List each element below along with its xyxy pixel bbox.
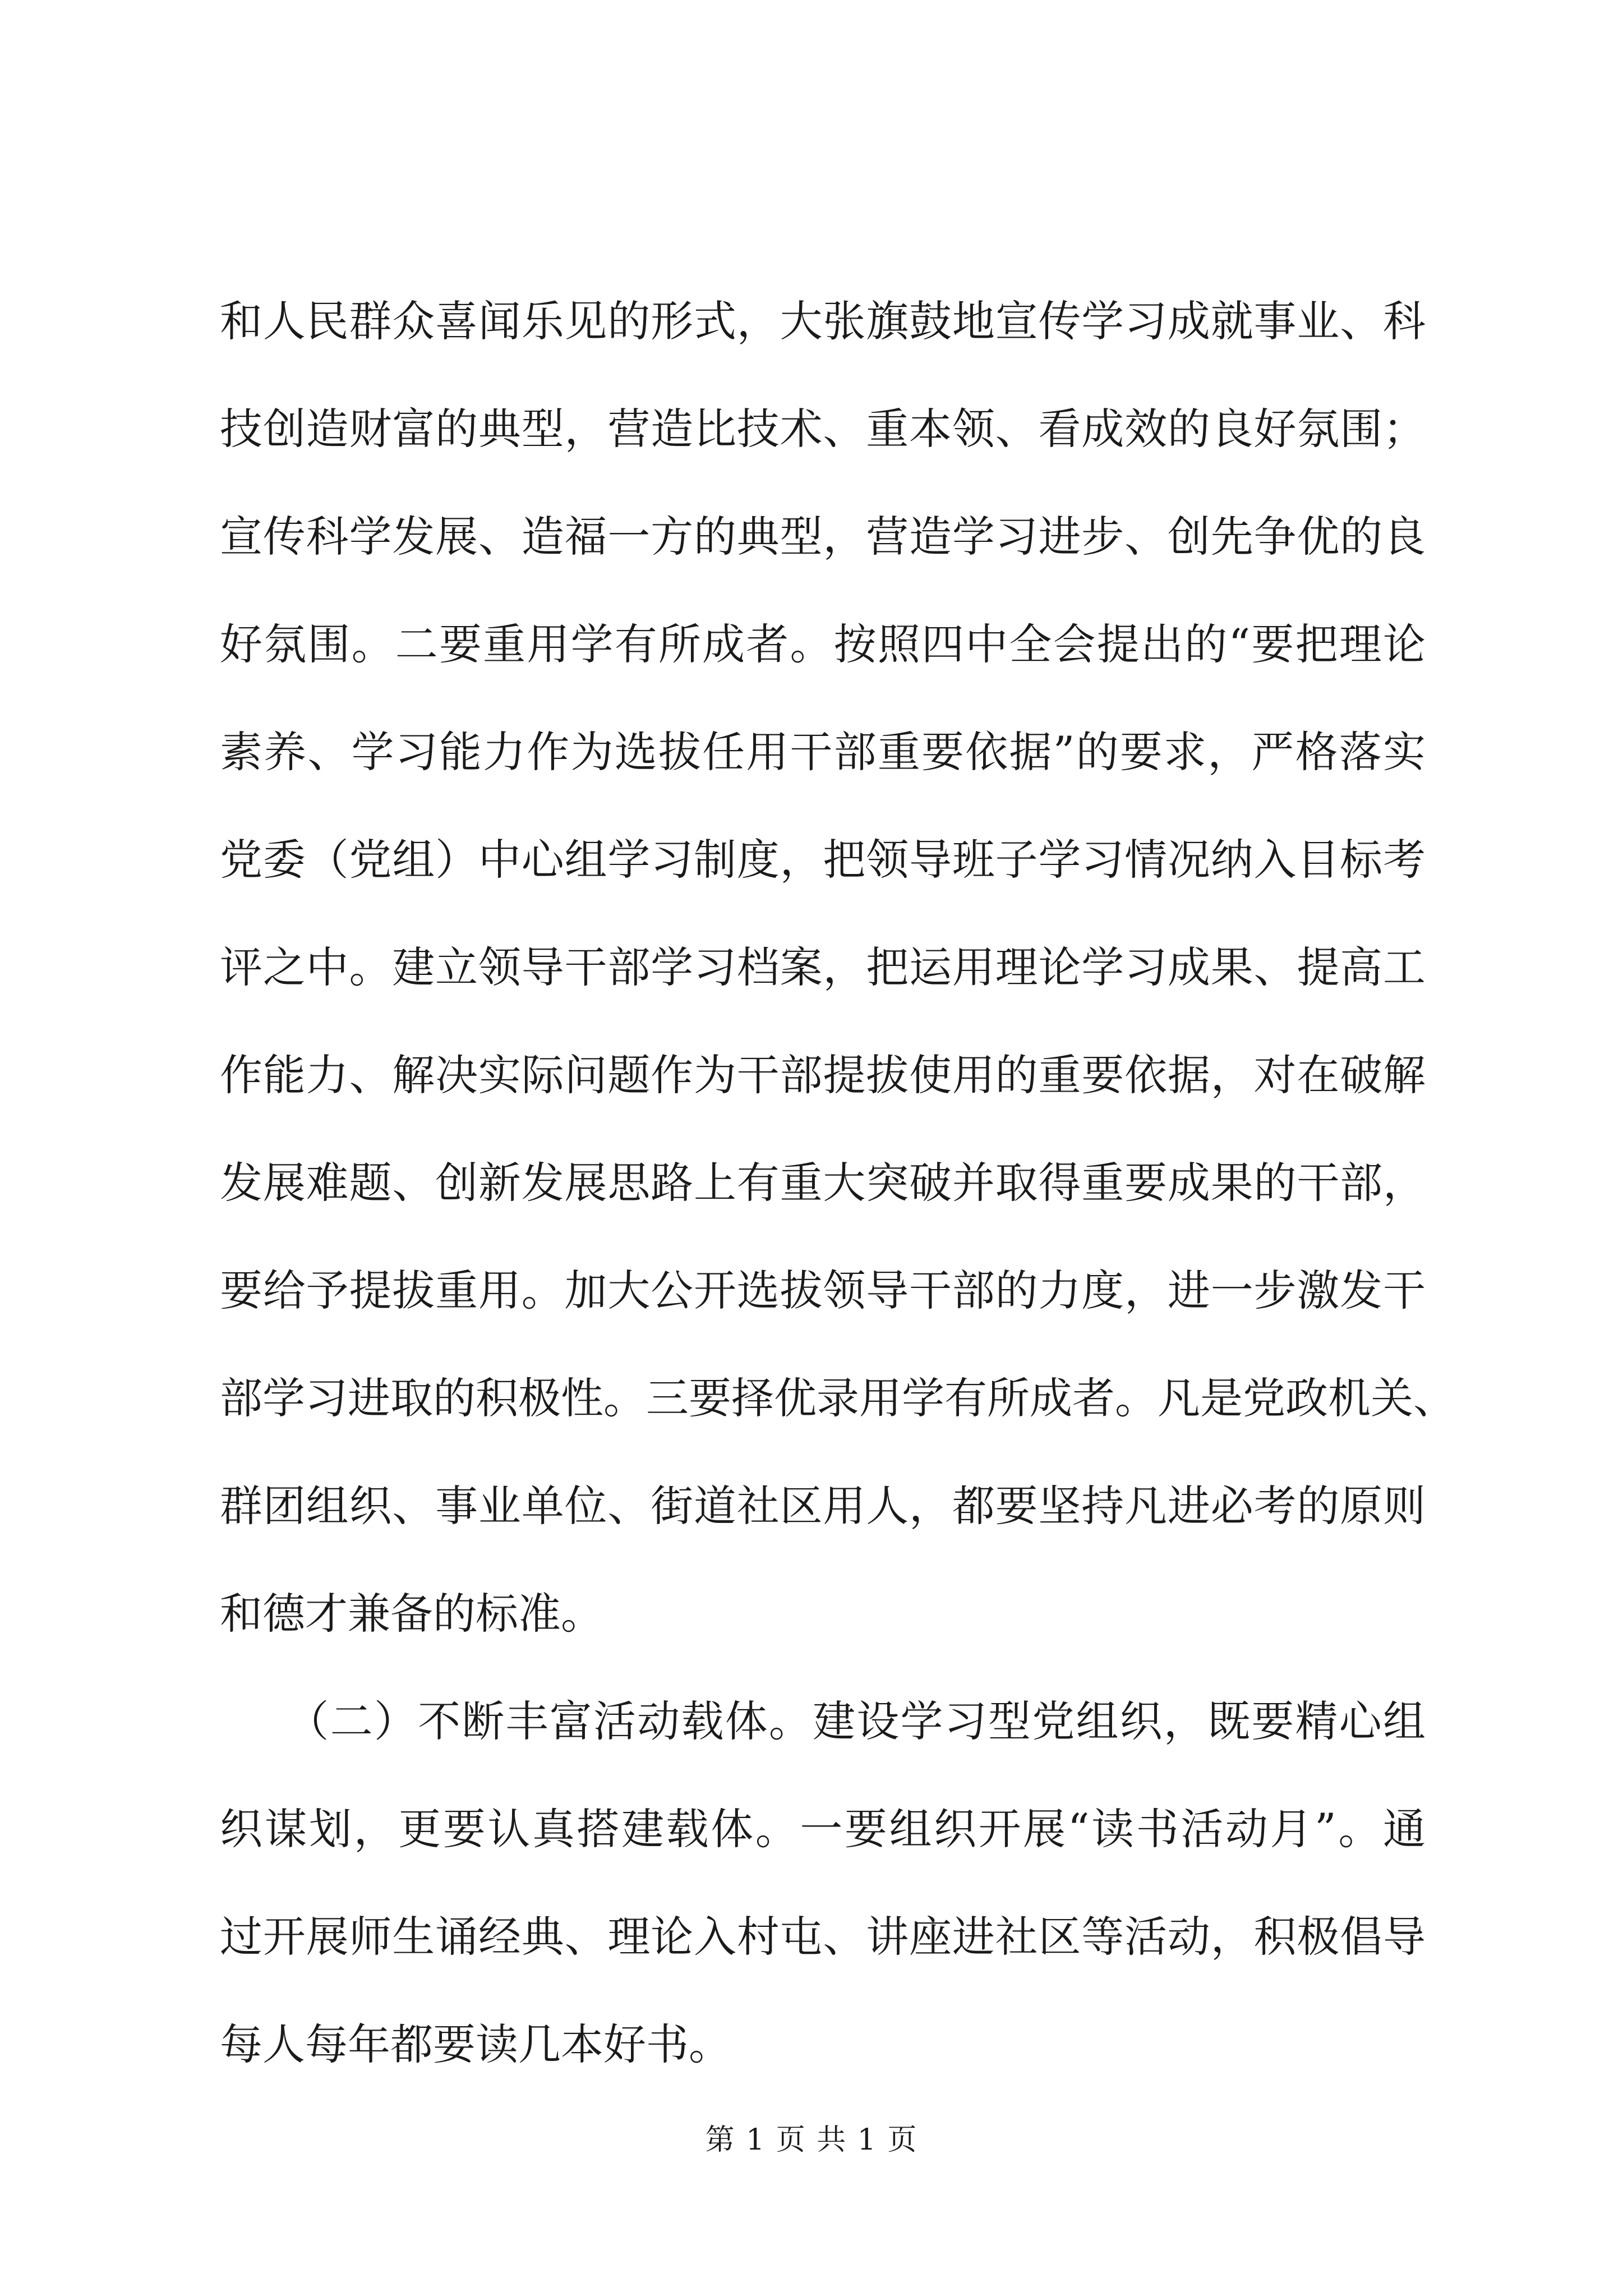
text-line: （二）不断丰富活动载体。建设学习型党组织，既要精心组 [220, 1696, 1426, 1746]
text-line: 好氛围。二要重用学有所成者。按照四中全会提出的“要把理论 [220, 619, 1426, 669]
text-line: 和德才兼备的标准。 [220, 1589, 603, 1639]
text-line: 技创造财富的典型，营造比技术、重本领、看成效的良好氛围； [220, 404, 1426, 454]
text-line: 每人每年都要读几本好书。 [220, 2019, 731, 2069]
text-line: 发展难题、创新发展思路上有重大突破并取得重要成果的干部， [220, 1158, 1426, 1208]
text-line: 要给予提拔重用。加大公开选拔领导干部的力度，进一步激发干 [220, 1266, 1426, 1315]
text-line: 评之中。建立领导干部学习档案，把运用理论学习成果、提高工 [220, 942, 1426, 992]
paragraph-1 [220, 295, 1456, 1695]
text-line: 和人民群众喜闻乐见的形式，大张旗鼓地宣传学习成就事业、科 [220, 296, 1426, 346]
text-line: 党委（党组）中心组学习制度，把领导班子学习情况纳入目标考 [220, 835, 1426, 885]
page-number-label: 第 1 页 共 1 页 [705, 2123, 918, 2157]
paragraph-2 [220, 1695, 1426, 2125]
text-line: 过开展师生诵经典、理论入村屯、讲座进社区等活动，积极倡导 [220, 1912, 1426, 1962]
text-line: 部学习进取的积极性。三要择优录用学有所成者。凡是党政机关、 [220, 1373, 1456, 1423]
text-line: 群团组织、事业单位、街道社区用人，都要坚持凡进必考的原则 [220, 1481, 1426, 1531]
text-line: 作能力、解决实际问题作为干部提拔使用的重要依据，对在破解 [220, 1050, 1426, 1100]
text-line: 宣传科学发展、造福一方的典型，营造学习进步、创先争优的良 [220, 512, 1426, 562]
text-line: 素养、学习能力作为选拔任用干部重要依据”的要求，严格落实 [220, 727, 1426, 777]
text-line: 织谋划，更要认真搭建载体。一要组织开展“读书活动月”。通 [220, 1804, 1426, 1854]
page-footer [0, 2120, 1623, 2160]
body-text [220, 295, 1456, 2125]
